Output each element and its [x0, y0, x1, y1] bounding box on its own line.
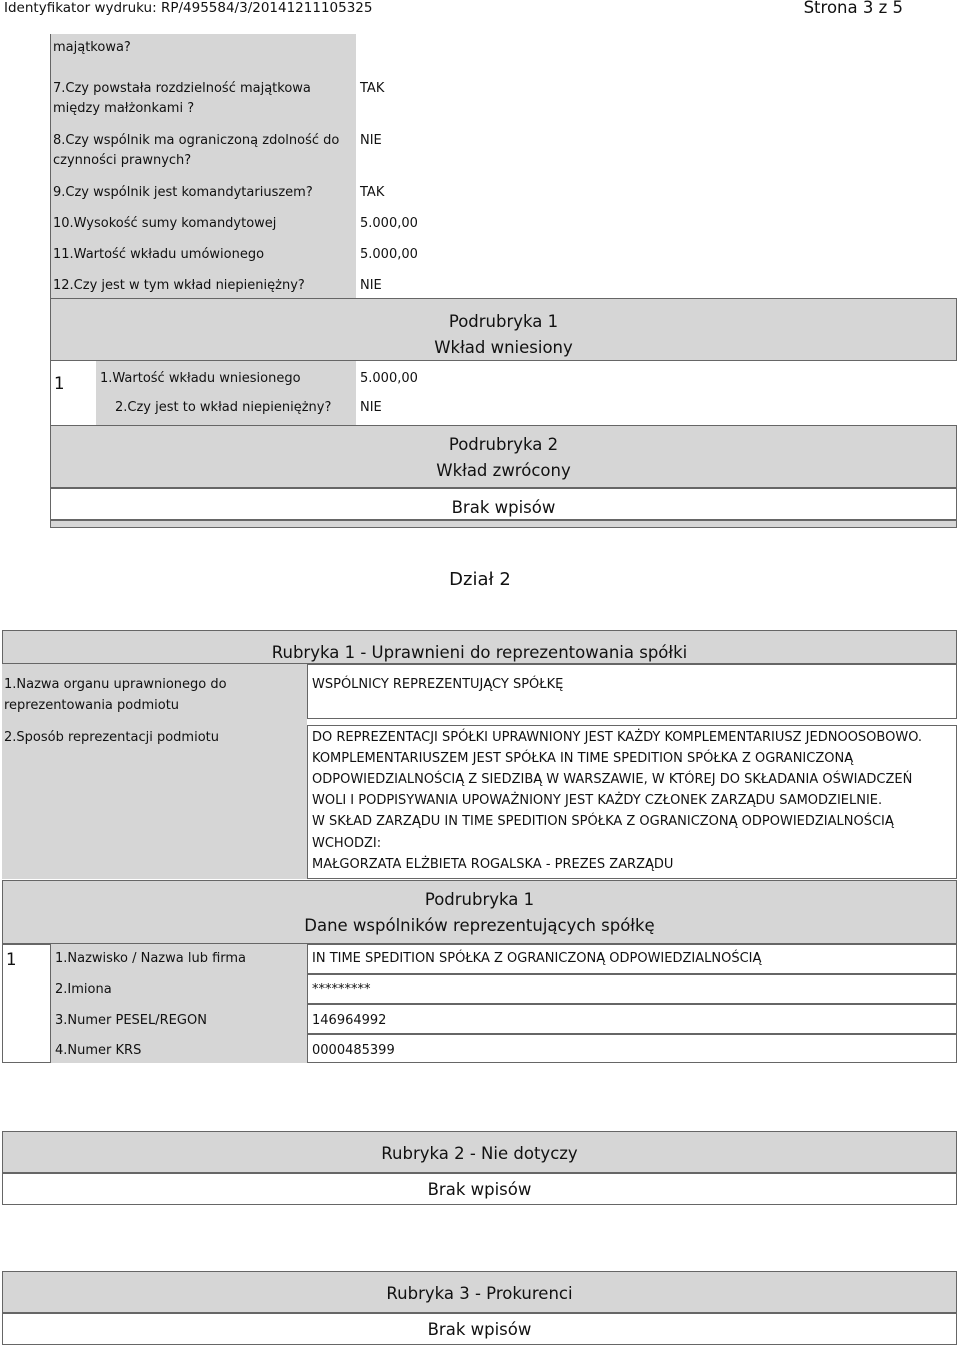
representation-line: MAŁGORZATA ELŻBIETA ROGALSKA - PREZES ZARZĄDU	[312, 857, 674, 872]
empty-entries-text: Brak wpisów	[451, 498, 556, 517]
row-value: *********	[312, 982, 371, 997]
subsection-subtitle: Dane wspólników reprezentujących spółkę	[304, 916, 655, 935]
rubric-title: Rubryka 2 - Nie dotyczy	[381, 1144, 578, 1163]
row-label: 7.Czy powstała rozdzielność majątkowa	[53, 81, 311, 96]
subsection-subtitle: Wkład zwrócony	[436, 461, 571, 480]
partner-left-border	[50, 34, 51, 298]
subsection-title: Podrubryka 1	[424, 890, 535, 909]
row-label: 2.Czy jest to wkład niepieniężny?	[115, 400, 332, 415]
row-label-cont: reprezentowania podmiotu	[4, 698, 180, 713]
subsection-title: Podrubryka 2	[448, 435, 559, 454]
index-column-border	[50, 361, 51, 425]
row-value: TAK	[360, 81, 385, 96]
row-label-cont: między małżonkami ?	[53, 101, 195, 116]
representation-line: DO REPREZENTACJI SPÓŁKI UPRAWNIONY JEST KAŻDY KOMPLEMENTARIUSZ JEDNOOSOBOWO.	[312, 730, 923, 745]
representation-line: WCHODZI:	[312, 836, 382, 851]
row-label: majątkowa?	[53, 40, 131, 55]
entry-index: 1	[54, 374, 65, 393]
representation-line: W SKŁAD ZARZĄDU IN TIME SPEDITION SPÓŁKA Z OGRANICZONĄ ODPOWIEDZIALNOŚCIĄ	[312, 814, 894, 829]
row-label-cont: czynności prawnych?	[53, 153, 192, 168]
row-value: 5.000,00	[360, 216, 418, 231]
subsection-title: Podrubryka 1	[448, 312, 559, 331]
value-cell	[307, 1034, 957, 1063]
rubric-title: Rubryka 1 - Uprawnieni do reprezentowania spółki	[271, 643, 688, 662]
block-bottom-bar	[50, 520, 957, 528]
page-number: Strona 3 z 5	[803, 0, 903, 17]
row-label: 3.Numer PESEL/REGON	[55, 1013, 207, 1028]
row-value: 146964992	[312, 1013, 387, 1028]
row-label: 1.Wartość wkładu wniesionego	[100, 371, 301, 386]
entry-index: 1	[6, 950, 17, 969]
row-value: IN TIME SPEDITION SPÓŁKA Z OGRANICZONĄ ODPOWIEDZIALNOŚCIĄ	[312, 951, 762, 966]
row-value: NIE	[360, 400, 382, 415]
row-value: NIE	[360, 133, 382, 148]
empty-entries-text: Brak wpisów	[427, 1320, 532, 1339]
representation-line: KOMPLEMENTARIUSZEM JEST SPÓŁKA IN TIME SPEDITION SPÓŁKA Z OGRANICZONĄ	[312, 751, 854, 766]
rubric-title: Rubryka 3 - Prokurenci	[386, 1284, 573, 1303]
row-label: 2.Imiona	[55, 982, 112, 997]
row-value: NIE	[360, 278, 382, 293]
row-label: 11.Wartość wkładu umówionego	[53, 247, 265, 262]
row-label: 2.Sposób reprezentacji podmiotu	[4, 730, 219, 745]
row-label: 1.Nazwisko / Nazwa lub firma	[55, 951, 247, 966]
section-title: Dział 2	[449, 569, 511, 590]
row-label: 12.Czy jest w tym wkład niepieniężny?	[53, 278, 305, 293]
row-value: 5.000,00	[360, 371, 418, 386]
representation-line: WOLI I PODPISYWANIA UPOWAŻNIONY JEST KAŻDY CZŁONEK ZARZĄDU SAMODZIELNIE.	[312, 793, 883, 808]
row-value: TAK	[360, 185, 385, 200]
row-value: 5.000,00	[360, 247, 418, 262]
row-label: 8.Czy wspólnik ma ograniczoną zdolność do	[53, 133, 340, 148]
row-label: 9.Czy wspólnik jest komandytariuszem?	[53, 185, 313, 200]
print-identifier: Identyfikator wydruku: RP/495584/3/20141211105325	[4, 0, 373, 16]
row-label: 4.Numer KRS	[55, 1043, 142, 1058]
representation-line: ODPOWIEDZIALNOŚCIĄ Z SIEDZIBĄ W WARSZAWIE, W KTÓREJ DO SKŁADANIA OŚWIADCZEŃ	[312, 772, 913, 787]
value-cell	[307, 974, 957, 1004]
row-value: WSPÓLNICY REPREZENTUJĄCY SPÓŁKĘ	[312, 677, 564, 692]
subsection-subtitle: Wkład wniesiony	[434, 338, 573, 357]
value-cell	[307, 1004, 957, 1034]
row-value: 0000485399	[312, 1043, 395, 1058]
row-label: 10.Wysokość sumy komandytowej	[53, 216, 277, 231]
empty-entries-text: Brak wpisów	[427, 1180, 532, 1199]
row-label: 1.Nazwa organu uprawnionego do	[4, 677, 227, 692]
